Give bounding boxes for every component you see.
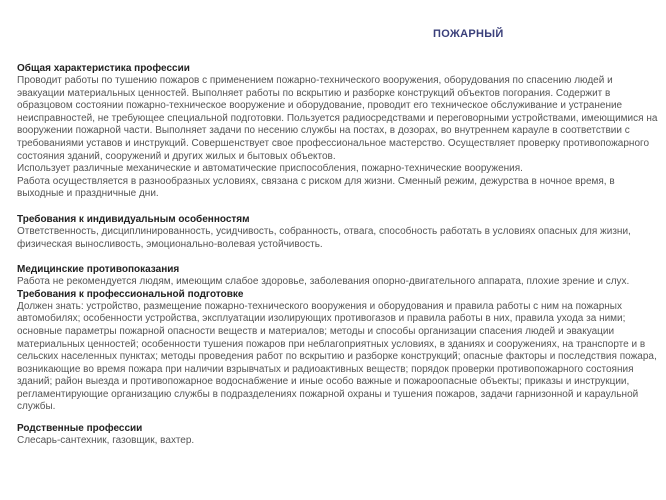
- paragraph: Использует различные механические и автоматические приспособления, пожарно-технические вооружения.: [17, 163, 523, 175]
- paragraph: Работа осуществляется в разнообразных условиях, связана с риском для жизни. Сменный режим, дежурства в ночное время, в выходные и праздничные дни.: [17, 175, 615, 200]
- section-general: [17, 63, 660, 201]
- paragraph: Слесарь-сантехник, газовщик, вахтер.: [17, 435, 195, 447]
- section-heading: Родственные профессии: [17, 423, 143, 435]
- section-heading: Требования к индивидуальным особенностям: [17, 213, 250, 225]
- document-title: ПОЖАРНЫЙ: [433, 28, 504, 40]
- paragraph: Должен знать: устройство, размещение пожарно-технического вооружения и оборудования и правила работы с ним на пожарных автомобилях; особенности устройства, эксплуатации изолирующих противогазов и правила работы в них, правила ухода за ними; основные параметры пожарной опасности веществ и материалов; методы и способы организации спасения людей и эвакуации материальных ценностей; особенности тушения пожаров при неблагоприятных условиях, в зданиях и сооружениях, на транспорте и в сельских населенных пунктах; методы проведения работ по вскрытию и разборке конструкций; опасные факторы и последствия пожара, возникающие во время пожара при наличии взрывчатых и радиоактивных веществ; порядок проверки противопожарного состояния зданий; район выезда и противопожарное водоснабжение и иные особо важные и пожароопасные объекты; приказы и инструкции, регламентирующие организацию службы в подразделениях пожарной охраны и тушения пожаров, задачи гарнизонной и караульной службы.: [17, 300, 657, 413]
- section-related-professions: [17, 423, 660, 448]
- section-heading: Требования к профессиональной подготовке: [17, 288, 244, 300]
- section-heading: Общая характеристика профессии: [17, 63, 190, 74]
- section-requirements-individual: [17, 214, 660, 251]
- document-body: [17, 63, 660, 448]
- paragraph: Ответственность, дисциплинированность, усидчивость, собранность, отвага, способность работать в условиях опасных для жизни, физическая выносливость, эмоционально-волевая устойчивость.: [17, 225, 631, 250]
- section-heading: Медицинские противопоказания: [17, 264, 180, 276]
- section-professional-training: [17, 289, 660, 414]
- paragraph: Работа не рекомендуется людям, имеющим слабое здоровье, заболевания опорно-двигательного аппарата, плохие зрение и слух.: [17, 276, 630, 288]
- section-medical-contraindications: [17, 264, 660, 289]
- paragraph: Проводит работы по тушению пожаров с применением пожарно-технического вооружения, оборудования по спасению людей и эвакуации материальных ценностей. Выполняет работы по вскрытию и разборке конструкций объектов погорания. Содержит в образцовом состоянии пожарно-техническое вооружение и оборудование, проводит его техническое обслуживание и устранение неисправностей, не требующее специальной подготовки. Пользуется радиосредствами и переговорными устройствами, имеющимися на вооружении пожарной части. Выполняет задачи по несению службы на постах, в дозорах, во внутреннем карауле в соответствии с требованиями уставов и инструкций. Совершенствует свое профессиональное мастерство. Осуществляет проверку противопожарного состояния зданий, сооружений и других жилых и бытовых объектов.: [17, 75, 658, 162]
